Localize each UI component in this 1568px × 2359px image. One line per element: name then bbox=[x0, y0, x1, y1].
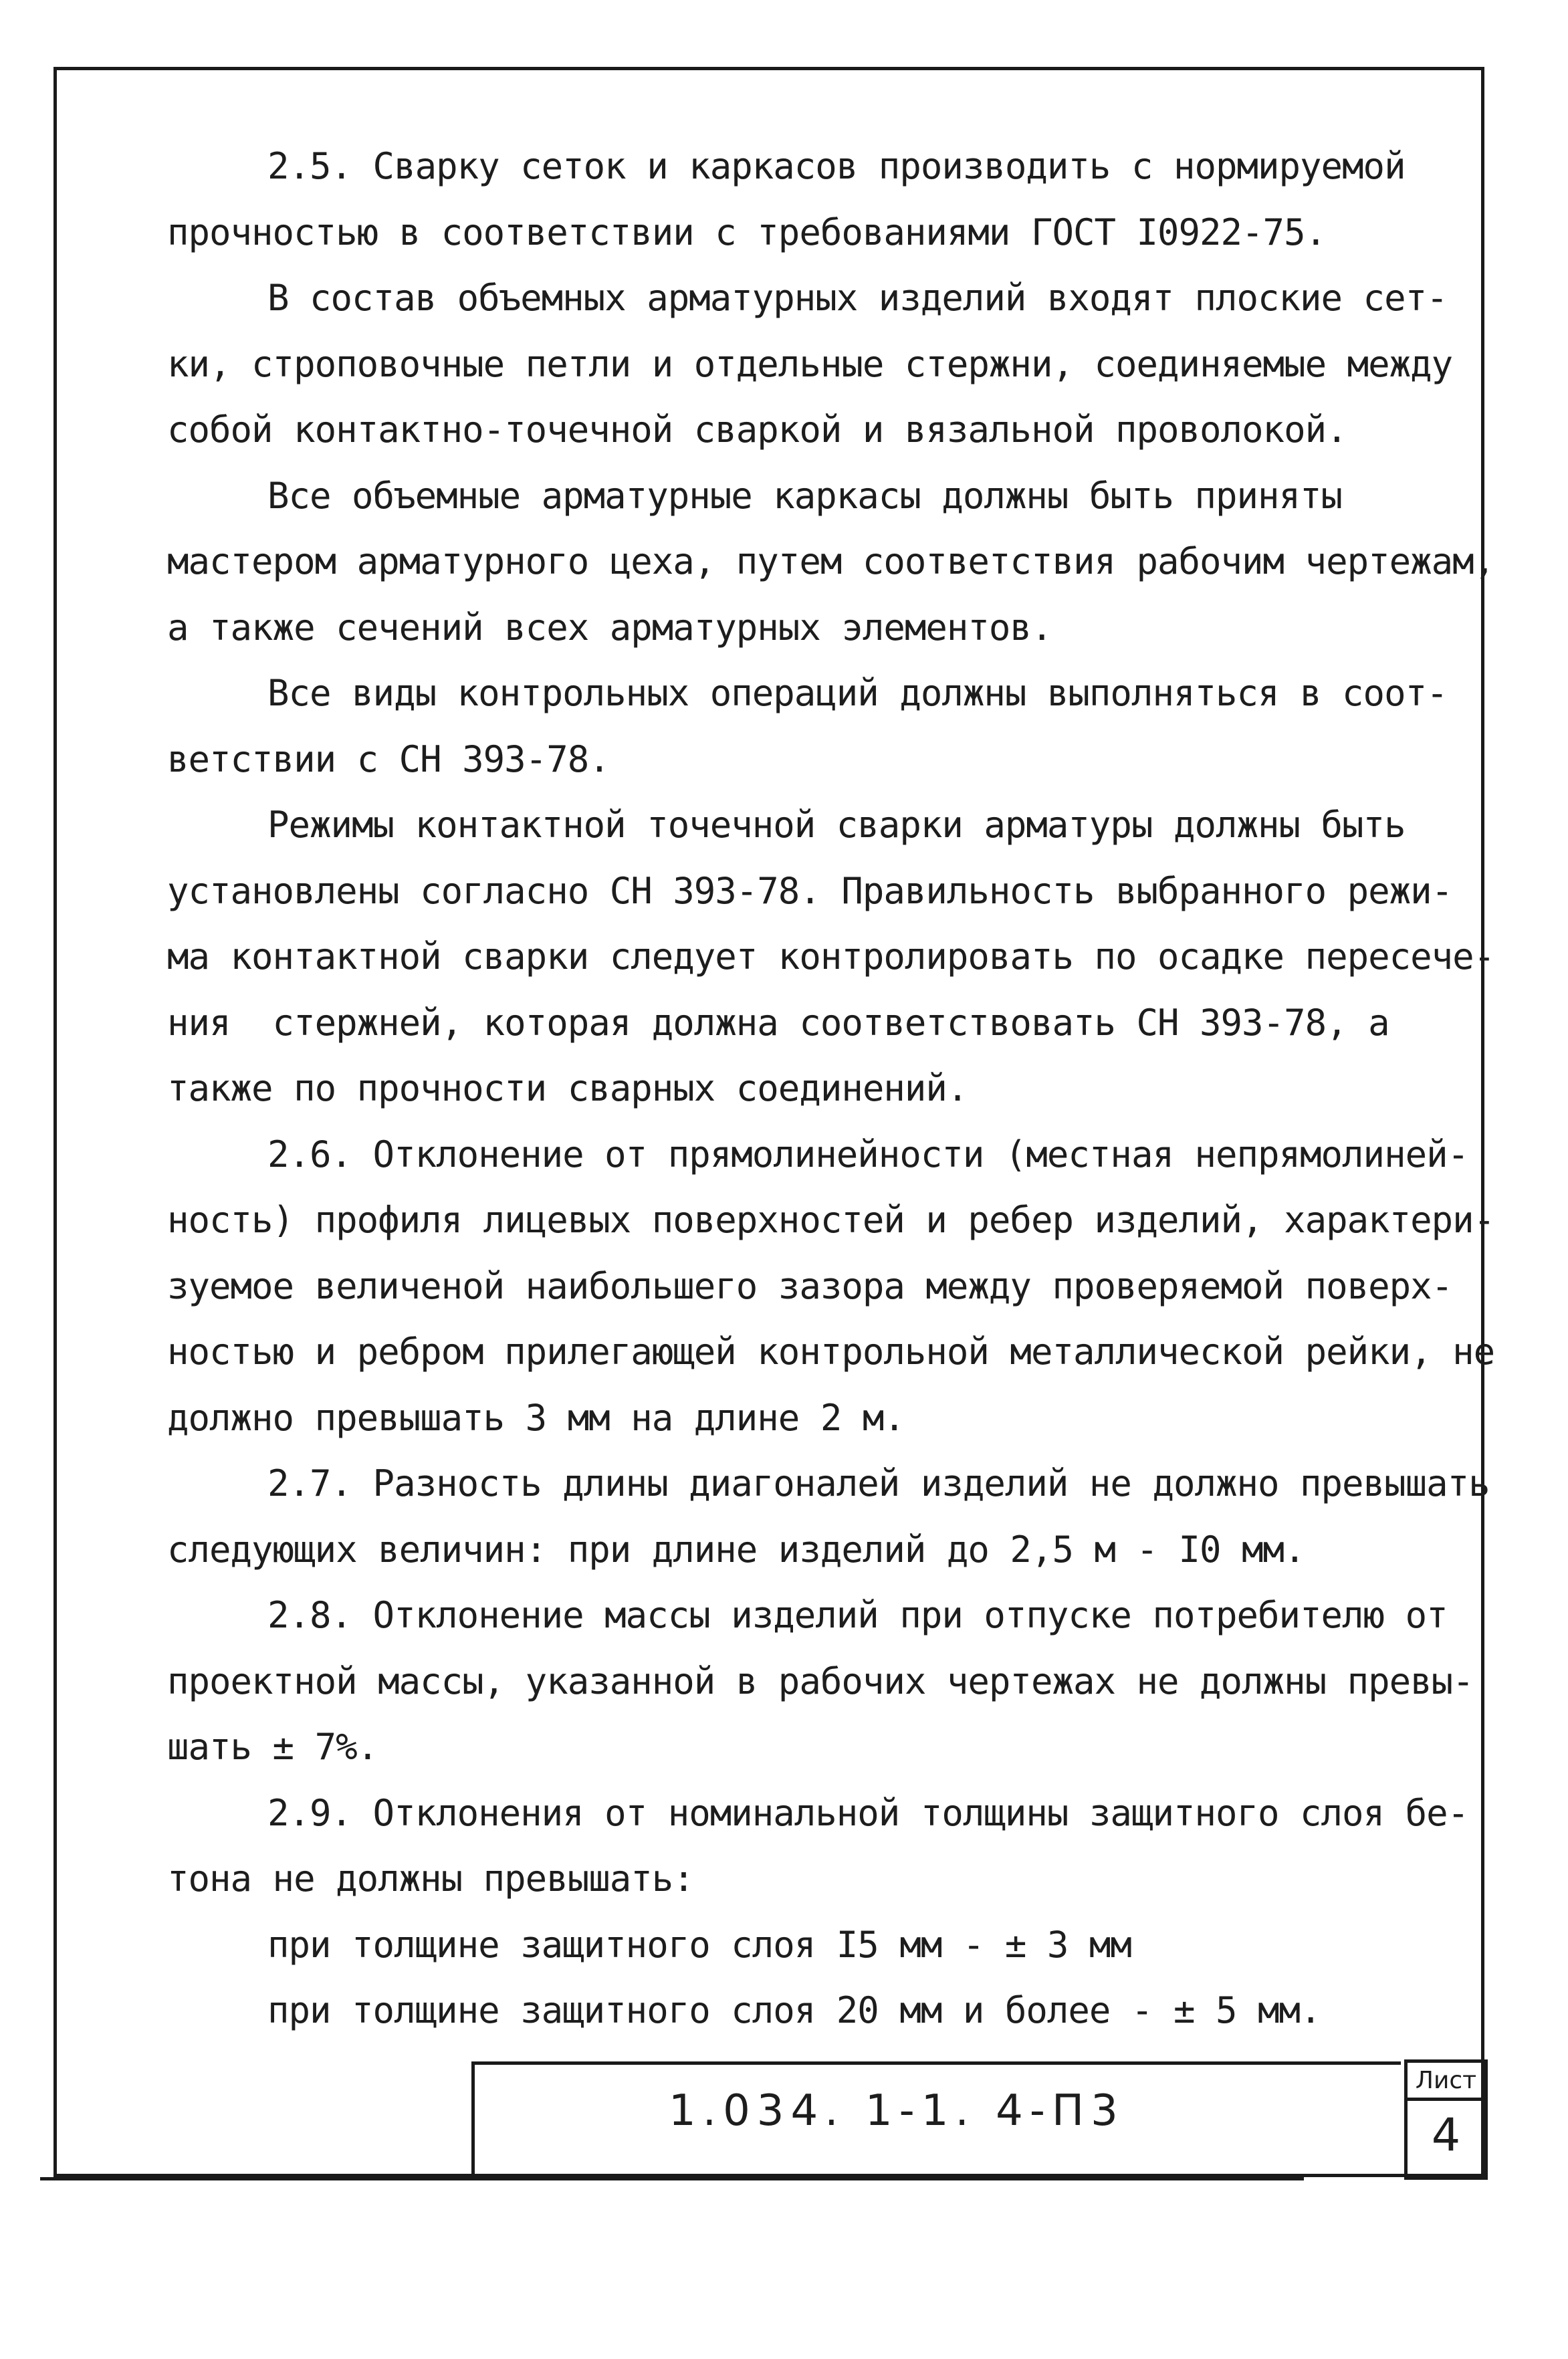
list-item: при толщине защитного слоя I5 мм - ± 3 мм bbox=[267, 1923, 1131, 1966]
paragraph-line: установлены согласно СН 393-78. Правильность выбранного режи- bbox=[167, 869, 1453, 912]
paragraph-line: зуемое величеной наибольшего зазора между проверяемой поверх- bbox=[167, 1264, 1453, 1307]
paragraph-line: Все виды контрольных операций должны выполняться в соот- bbox=[267, 672, 1448, 714]
document-code: 1.034. 1-1. 4-П3 bbox=[669, 2086, 1125, 2136]
paragraph-line: ветствии с СН 393-78. bbox=[167, 738, 610, 780]
sheet-label: Лист bbox=[1408, 2063, 1484, 2101]
paragraph-line: собой контактно-точечной сваркой и вязальной проволокой. bbox=[167, 409, 1347, 451]
paragraph-line: ния стержней, которая должна соответствовать СН 393-78, а bbox=[167, 1001, 1389, 1044]
paragraph-line: Режимы контактной точечной сварки арматуры должны быть bbox=[267, 804, 1406, 846]
paragraph-line: ма контактной сварки следует контролировать по осадке пересече- bbox=[167, 935, 1495, 978]
paragraph-line: ностью и ребром прилегающей контрольной металлической рейки, не bbox=[167, 1331, 1495, 1373]
paragraph-line: ность) профиля лицевых поверхностей и ребер изделий, характери- bbox=[167, 1199, 1495, 1241]
sheet-number: 4 bbox=[1431, 2109, 1461, 2162]
bottom-rule bbox=[40, 2177, 1304, 2180]
paragraph-line: прочностью в соответствии с требованиями ГОСТ I0922-75. bbox=[167, 211, 1327, 253]
paragraph-line: Все объемные арматурные каркасы должны быть приняты bbox=[267, 474, 1343, 517]
paragraph-line: тона не должны превышать: bbox=[167, 1858, 694, 1900]
document-body bbox=[167, 134, 1495, 2044]
paragraph-line: ки, строповочные петли и отдельные стержни, соединяемые между bbox=[167, 342, 1453, 385]
paragraph-line: шать ± 7%. bbox=[167, 1726, 378, 1768]
paragraph-line: 2.5. Сварку сеток и каркасов производить с нормируемой bbox=[267, 145, 1406, 187]
paragraph-line: 2.7. Разность длины диагоналей изделий не должно превышать bbox=[267, 1462, 1490, 1504]
paragraph-line: 2.6. Отклонение от прямолинейности (местная непрямолиней- bbox=[267, 1133, 1469, 1175]
list-item: при толщине защитного слоя 20 мм и более - ± 5 мм. bbox=[267, 1989, 1321, 2031]
paragraph-line: а также сечений всех арматурных элементов. bbox=[167, 606, 1052, 649]
paragraph-line: В состав объемных арматурных изделий входят плоские сет- bbox=[267, 277, 1448, 319]
paragraph-line: должно превышать 3 мм на длине 2 м. bbox=[167, 1396, 905, 1439]
paragraph-line: 2.8. Отклонение массы изделий при отпуске потребителю от bbox=[267, 1594, 1448, 1636]
paragraph-line: мастером арматурного цеха, путем соответствия рабочим чертежам, bbox=[167, 540, 1495, 582]
paragraph-line: проектной массы, указанной в рабочих чертежах не должны превы- bbox=[167, 1660, 1474, 1702]
paragraph-line: 2.9. Отклонения от номинальной толщины защитного слоя бе- bbox=[267, 1791, 1469, 1834]
paragraph-line: также по прочности сварных соединений. bbox=[167, 1067, 968, 1109]
paragraph-line: следующих величин: при длине изделий до 2,5 м - I0 мм. bbox=[167, 1528, 1305, 1571]
